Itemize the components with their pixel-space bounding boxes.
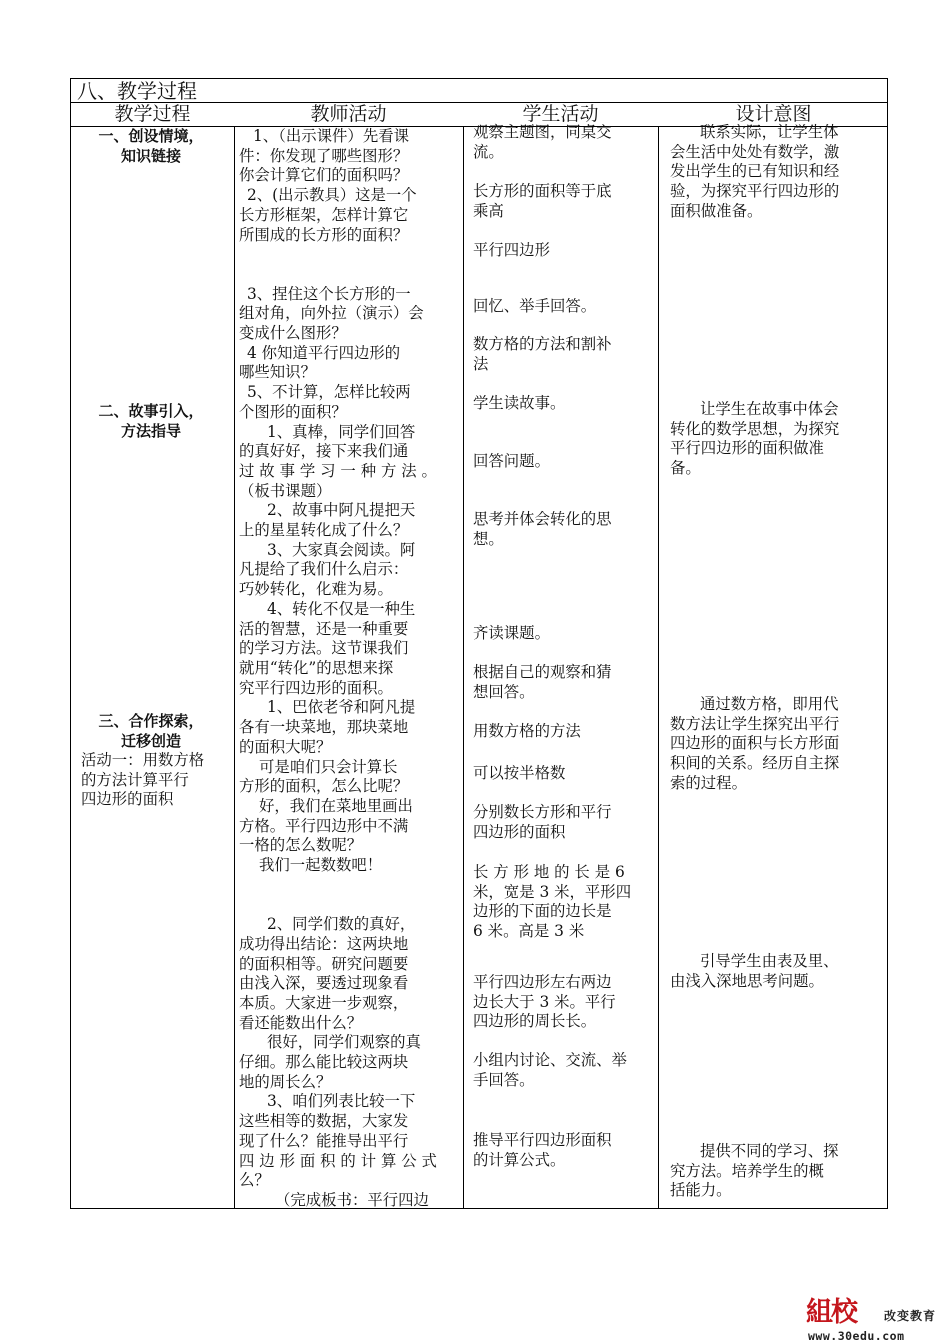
teacher-line: 好，我们在菜地里画出 bbox=[259, 796, 413, 815]
intent-line: 面积做准备。 bbox=[670, 201, 763, 220]
column-divider-3 bbox=[658, 126, 659, 1208]
teacher-line bbox=[239, 245, 459, 265]
student-block bbox=[473, 510, 653, 549]
intent-line: 联系实际，让学生体 bbox=[700, 123, 839, 141]
student-block bbox=[473, 452, 653, 472]
teacher-line: 现了什么？能推导出平行 bbox=[239, 1131, 409, 1150]
student-line: 法 bbox=[473, 354, 489, 373]
student-block bbox=[473, 1131, 653, 1170]
teacher-line: 的面积相等。研究问题要 bbox=[239, 954, 409, 973]
teacher-line: 组对角，向外拉（演示）会 bbox=[239, 304, 424, 323]
student-line: 想。 bbox=[473, 529, 504, 548]
intent-line: 由浅入深地思考问题。 bbox=[670, 971, 824, 990]
logo-url: www.30edu.com bbox=[808, 1329, 905, 1343]
teacher-line bbox=[239, 265, 459, 285]
teacher-line bbox=[239, 895, 459, 915]
teacher-line: 么？ bbox=[239, 1171, 270, 1190]
teacher-line: （板书课题） bbox=[239, 481, 332, 500]
teacher-activity bbox=[239, 127, 459, 1211]
student-block bbox=[473, 803, 653, 842]
student-block bbox=[473, 123, 653, 162]
teacher-line: 地的周长么？ bbox=[239, 1072, 332, 1091]
intent-line: 验，为探究平行四边形的 bbox=[670, 182, 840, 201]
teacher-line: 5、不计算，怎样比较两 bbox=[247, 383, 411, 402]
teacher-line: 哪些知识？ bbox=[239, 363, 316, 382]
student-line: 四边形的面积 bbox=[473, 822, 566, 841]
intent-line: 四边形的面积与长方形面 bbox=[670, 734, 840, 753]
student-line: 四边形的周长长。 bbox=[473, 1012, 597, 1031]
teacher-line: 变成什么图形？ bbox=[239, 324, 347, 343]
intent-block bbox=[670, 695, 884, 794]
intent-block bbox=[670, 400, 884, 479]
stage-3: 三、合作探索， 迁移创造 bbox=[98, 712, 204, 750]
teacher-line: 过 故 事 学 习 一 种 方 法 。 bbox=[239, 461, 437, 480]
teacher-line: 3、捏住这个长方形的一 bbox=[247, 284, 411, 303]
student-line: 乘高 bbox=[473, 201, 504, 220]
teacher-line: 长方形框架，怎样计算它 bbox=[239, 205, 409, 224]
intent-line: 会生活中处处有数学，激 bbox=[670, 142, 840, 161]
student-line: 齐读课题。 bbox=[473, 624, 550, 642]
teacher-line: 4 你知道平行四边形的 bbox=[247, 343, 401, 362]
intent-block bbox=[670, 952, 884, 991]
teacher-line: 2、同学们数的真好， bbox=[267, 915, 416, 934]
header-teacher: 教师活动 bbox=[310, 103, 387, 125]
student-block bbox=[473, 182, 653, 221]
intent-line: 平行四边形的面积做准 bbox=[670, 439, 824, 458]
teacher-line: 1、巴依老爷和阿凡提 bbox=[267, 698, 416, 717]
teacher-line: 由浅入深，要透过现象看 bbox=[239, 974, 409, 993]
student-line: 学生读故事。 bbox=[473, 394, 566, 412]
intent-line: 转化的数学思想，为探究 bbox=[670, 419, 840, 438]
student-line: 小组内讨论、交流、举 bbox=[473, 1051, 627, 1069]
student-line: 用数方格的方法 bbox=[473, 722, 581, 740]
student-line: 思考并体会转化的思 bbox=[473, 510, 612, 528]
teacher-line: 这些相等的数据，大家发 bbox=[239, 1112, 409, 1131]
student-line: 边形的下面的边长是 bbox=[473, 902, 612, 921]
teacher-line: 可是咱们只会计算长 bbox=[259, 757, 398, 776]
teacher-line: 仔细。那么能比较这两块 bbox=[239, 1053, 409, 1072]
student-line: 回忆、举手回答。 bbox=[473, 297, 597, 315]
teacher-line: 1、（出示课件）先看课 bbox=[253, 127, 409, 145]
student-line: 想回答。 bbox=[473, 682, 535, 701]
student-line: 长 方 形 地 的 长 是 6 bbox=[473, 863, 625, 881]
teacher-line: 2、故事中阿凡提把天 bbox=[267, 501, 416, 520]
site-logo bbox=[806, 1298, 946, 1344]
activity-1: 活动一：用数方格 的方法计算平行 四边形的面积 bbox=[81, 751, 205, 809]
header-intent: 设计意图 bbox=[735, 103, 812, 125]
teacher-line: 3、咱们列表比较一下 bbox=[267, 1092, 416, 1111]
student-line: 数方格的方法和割补 bbox=[473, 335, 612, 353]
student-line: 推导平行四边形面积 bbox=[473, 1131, 612, 1149]
teacher-line: 你会计算它们的面积吗？ bbox=[239, 166, 409, 185]
teacher-line: 巧妙转化，化难为易。 bbox=[239, 580, 393, 599]
logo-slogan: 改变教育 bbox=[884, 1309, 937, 1323]
student-block bbox=[473, 863, 653, 942]
student-line: 流。 bbox=[473, 142, 504, 161]
intent-line: 发出学生的已有知识和经 bbox=[670, 162, 840, 181]
intent-line: 通过数方格，即用代 bbox=[700, 695, 839, 713]
teacher-line: 方格。平行四边形中不满 bbox=[239, 816, 409, 835]
intent-line: 提供不同的学习、探 bbox=[700, 1142, 839, 1160]
student-line: 根据自己的观察和猜 bbox=[473, 663, 612, 681]
teacher-line: 一格的怎么数呢？ bbox=[239, 836, 363, 855]
column-divider-2 bbox=[463, 126, 464, 1208]
teaching-process-table bbox=[70, 78, 888, 1209]
intent-line: 索的过程。 bbox=[670, 773, 747, 792]
stage-2: 二、故事引入， 方法指导 bbox=[98, 402, 204, 440]
intent-line: 让学生在故事中体会 bbox=[700, 400, 839, 418]
teacher-line: 凡提给了我们什么启示： bbox=[239, 560, 409, 579]
teacher-line: 活的智慧，还是一种重要 bbox=[239, 619, 409, 638]
intent-line: 积间的关系。经历自主探 bbox=[670, 754, 840, 773]
student-block bbox=[473, 663, 653, 702]
logo-mark: 組校 bbox=[806, 1297, 856, 1328]
student-line: 6 米。高是 3 米 bbox=[473, 922, 585, 941]
teacher-line: 4、转化不仅是一种生 bbox=[267, 599, 416, 618]
student-block bbox=[473, 1051, 653, 1090]
teacher-line: 方形的面积，怎么比呢？ bbox=[239, 777, 409, 796]
teacher-line: 究平行四边形的面积。 bbox=[239, 678, 393, 697]
student-line: 米，宽是 3 米，平形四 bbox=[473, 882, 632, 901]
teacher-line: 1、真棒，同学们回答 bbox=[267, 422, 416, 441]
student-line: 手回答。 bbox=[473, 1070, 535, 1089]
teacher-line: 我们一起数数吧！ bbox=[259, 856, 383, 875]
student-block bbox=[473, 722, 653, 742]
student-line: 回答问题。 bbox=[473, 452, 550, 470]
student-block bbox=[473, 297, 653, 317]
student-block bbox=[473, 764, 653, 784]
teacher-line: 成功得出结论：这两块地 bbox=[239, 934, 409, 953]
teacher-line: 的学习方法。这节课我们 bbox=[239, 639, 409, 658]
student-line: 分别数长方形和平行 bbox=[473, 803, 612, 821]
student-block bbox=[473, 973, 653, 1032]
section-title: 八、教学过程 bbox=[77, 79, 197, 103]
student-block bbox=[473, 394, 653, 414]
intent-block bbox=[670, 1142, 884, 1201]
student-block bbox=[473, 335, 653, 374]
student-block bbox=[473, 241, 653, 261]
teacher-line bbox=[239, 876, 459, 896]
teacher-line: 上的星星转化成了什么？ bbox=[239, 521, 409, 540]
student-line: 的计算公式。 bbox=[473, 1150, 566, 1169]
teacher-line: 的面积大呢？ bbox=[239, 737, 332, 756]
teacher-line: 就用“转化”的思想来探 bbox=[239, 658, 394, 677]
student-line: 平行四边形左右两边 bbox=[473, 973, 612, 991]
intent-block bbox=[670, 123, 884, 222]
stage-1: 一、创设情境， 知识链接 bbox=[98, 127, 204, 165]
intent-line: 数方法让学生探究出平行 bbox=[670, 714, 840, 733]
intent-line: 究方法。培养学生的概 bbox=[670, 1161, 824, 1180]
student-line: 观察主题图，同桌交 bbox=[473, 123, 612, 141]
intent-line: 引导学生由表及里、 bbox=[700, 952, 839, 970]
student-line: 边长大于 3 米。平行 bbox=[473, 992, 616, 1011]
teacher-line: 四 边 形 面 积 的 计 算 公 式 bbox=[239, 1151, 437, 1170]
student-line: 可以按半格数 bbox=[473, 764, 566, 782]
header-student: 学生活动 bbox=[522, 103, 599, 125]
student-line: 长方形的面积等于底 bbox=[473, 182, 612, 200]
teacher-line: 看还能数出什么？ bbox=[239, 1013, 363, 1032]
header-process: 教学过程 bbox=[114, 103, 191, 125]
column-divider-1 bbox=[234, 126, 235, 1208]
teacher-line: 本质。大家进一步观察， bbox=[239, 993, 409, 1012]
student-line: 平行四边形 bbox=[473, 241, 550, 259]
teacher-line: 2、(出示教具）这是一个 bbox=[247, 186, 417, 205]
student-block bbox=[473, 624, 653, 644]
intent-line: 备。 bbox=[670, 459, 701, 478]
teacher-line: 的真好好，接下来我们通 bbox=[239, 442, 409, 461]
teacher-line: 所围成的长方形的面积？ bbox=[239, 225, 409, 244]
teacher-line: 件：你发现了哪些图形？ bbox=[239, 146, 409, 165]
teacher-line: 各有一块菜地，那块菜地 bbox=[239, 718, 409, 737]
intent-line: 括能力。 bbox=[670, 1181, 732, 1200]
teacher-line: 个图形的面积？ bbox=[239, 402, 347, 421]
teacher-line: 3、大家真会阅读。阿 bbox=[267, 540, 416, 559]
teacher-line: 很好，同学们观察的真 bbox=[267, 1033, 421, 1052]
teacher-line: （完成板书：平行四边 bbox=[275, 1190, 429, 1209]
